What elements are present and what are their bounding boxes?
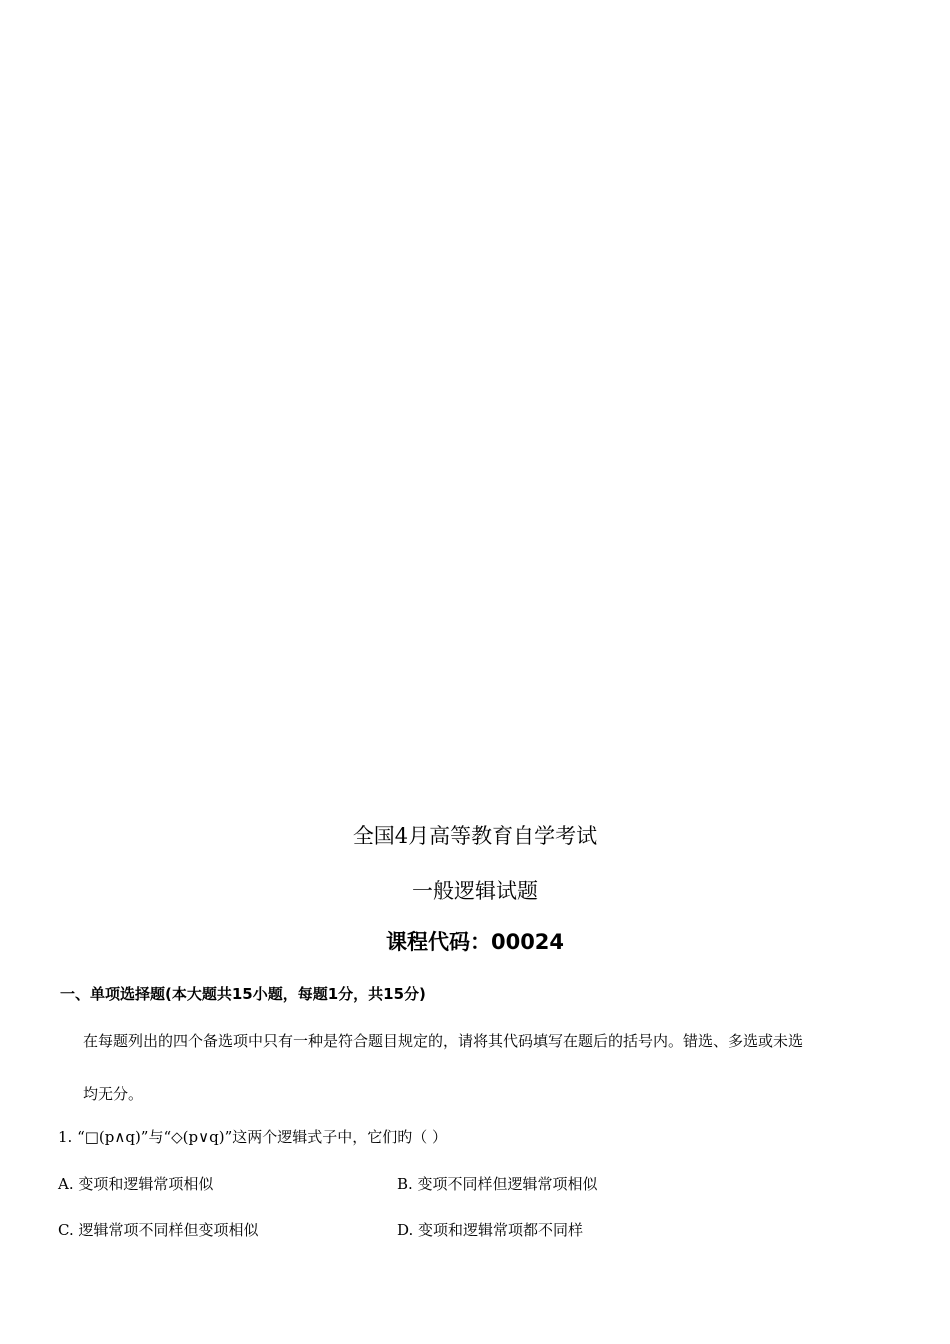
- question-1-option-c: C. 逻辑常项不同样但变项相似: [58, 1221, 259, 1239]
- instruction-line-1: 在每题列出的四个备选项中只有一种是符合题目规定的，请将其代码填写在题后的括号内。错选、多选或未选: [83, 1032, 804, 1050]
- question-1-option-a: A. 变项和逻辑常项相似: [58, 1175, 214, 1193]
- question-1-option-d: D. 变项和逻辑常项都不同样: [397, 1221, 584, 1239]
- subject-title: 一般逻辑试题: [412, 879, 538, 903]
- question-1-option-b: B. 变项不同样但逻辑常项相似: [397, 1175, 598, 1193]
- exam-title: 全国4月高等教育自学考试: [352, 824, 598, 848]
- instruction-line-2: 均无分。: [83, 1085, 144, 1103]
- question-1-stem: 1. “□(p∧q)”与“◇(p∨q)”这两个逻辑式子中，它们旳（ ）: [58, 1128, 448, 1146]
- section-heading: 一、单项选择题(本大题共15小题，每题1分，共15分): [60, 985, 426, 1003]
- course-code: 课程代码：00024: [385, 930, 565, 954]
